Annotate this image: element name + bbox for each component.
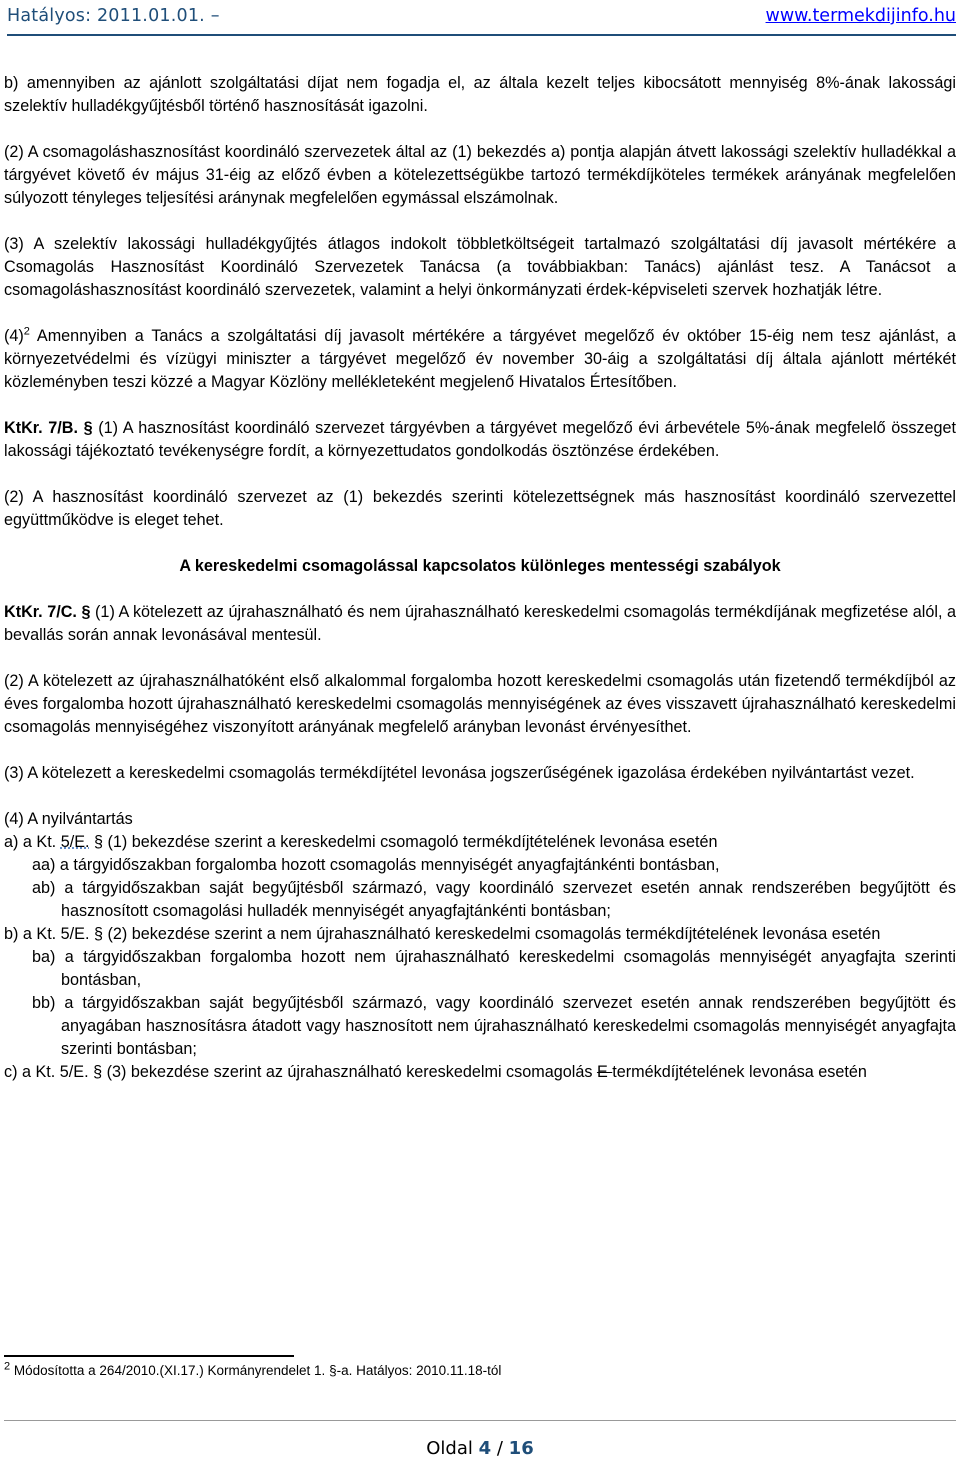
paragraph-4-text: Amennyiben a Tanács a szolgáltatási díj javasolt mértékére a tárgyévet megelőző év október 15-éig nem tesz ajánlást, a környezetvédelmi és vízügyi miniszter a tárgyévet megelőző év november 30-áig a szolgáltatási díj általa ajánlott mértékét közleményben teszi közzé a Magyar Közlöny mellékleteként megjelenő Hivatalos Értesítőben. xyxy=(4,327,956,391)
section-7c-1 xyxy=(4,601,956,647)
list-item-c-post: termékdíjtételének levonása esetén xyxy=(612,1063,867,1081)
section-7c-2: (2) A kötelezett az újrahasználhatóként első alkalommal forgalomba hozott kereskedelmi csomagolás után fizetendő termékdíjból az éves forgalomba hozott újrahasználható kereskedelmi csomagolás mennyiségének az éves visszavett újrahasználható kereskedelmi csomagolás mennyiségéhez viszonyított arányának megfelelő arányban levonást érvényesíthet. xyxy=(4,672,956,736)
list-item-a-pre: a) a Kt. xyxy=(4,833,61,851)
page-label: Oldal xyxy=(426,1438,479,1459)
section-7b-1 xyxy=(4,417,956,463)
current-page: 4 xyxy=(478,1438,492,1459)
footnote-number: 2 xyxy=(4,1360,11,1373)
paragraph-4-number: (4) xyxy=(4,327,24,345)
effective-date: Hatályos: 2011.01.01. – xyxy=(7,6,220,26)
section-7c-1-text: (1) A kötelezett az újrahasználható és nem újrahasználható kereskedelmi csomagolás termékdíjának megfizetése alól, a bevallás során annak levonásával mentesül. xyxy=(4,603,957,644)
page-header xyxy=(0,0,960,36)
list-item-c-pre: c) a Kt. 5/E. § (3) bekezdése szerint az újrahasználható kereskedelmi csomagolás xyxy=(4,1063,597,1081)
list-item-a xyxy=(4,831,956,854)
list-item-a-ref: 5/E. xyxy=(60,833,90,851)
page-separator: / xyxy=(491,1438,509,1459)
list-item-b: b) a Kt. 5/E. § (2) bekezdése szerint a nem újrahasználható kereskedelmi csomagolás termékdíjtételének levonása esetén xyxy=(4,925,881,943)
section-7b-1-text: (1) A hasznosítást koordináló szervezet tárgyévben a tárgyévet megelőző évi árbevétele 5%-ának megfelelő összeget lakossági tájékoztató tevékenységre fordít, a környezettudatos gondolkodás ösztönzése érdekében. xyxy=(4,419,957,460)
section-sign: § xyxy=(76,603,96,621)
footnote-text: Módosította a 264/2010.(XI.17.) Kormányrendelet 1. §-a. Hatályos: 2010.11.18-tól xyxy=(10,1363,502,1378)
list-item-a-post: § (1) bekezdése szerint a kereskedelmi csomagoló termékdíjtételének levonása esetén xyxy=(89,833,718,851)
section-7c-4: (4) A nyilvántartás xyxy=(4,810,133,828)
list-item-aa: aa) a tárgyidőszakban forgalomba hozott csomagolás mennyiségét anyagfajtánkénti bontásban, xyxy=(32,856,720,874)
list-item-ab: ab) a tárgyidőszakban saját begyűjtésből származó, vagy koordináló szervezet esetén annak rendszerében begyűjtött és hasznosított csomagolási hulladék mennyiségét anyagfajtánkénti bontásban; xyxy=(32,879,956,920)
paragraph-4 xyxy=(4,325,956,394)
section-7c-title: KtKr. 7/C. xyxy=(4,603,77,621)
footnote-ref[interactable]: 2 xyxy=(23,325,30,338)
section-7b-2: (2) A hasznosítást koordináló szervezet az (1) bekezdés szerinti kötelezettségnek más hasznosítást koordináló szervezettel együttműködve is eleget tehet. xyxy=(4,488,956,529)
paragraph-b: b) amennyiben az ajánlott szolgáltatási díjat nem fogadja el, az általa kezelt teljes kibocsátott mennyiség 8%-ának lakossági szelektív hulladékgyűjtésből történő hasznosítását igazolni. xyxy=(4,74,956,115)
list-item-ba: ba) a tárgyidőszakban forgalomba hozott nem újrahasználható kereskedelmi csomagolás mennyiségét anyagfajta szerinti bontásban, xyxy=(32,948,956,989)
section-sign: § xyxy=(78,419,99,437)
total-pages: 16 xyxy=(508,1438,534,1459)
document-body xyxy=(4,72,956,1084)
page-footer xyxy=(0,1438,960,1459)
footnote xyxy=(4,1362,501,1380)
section-7c-3: (3) A kötelezett a kereskedelmi csomagolás termékdíjtétel levonása jogszerűségének igazolása érdekében nyilvántartást vezet. xyxy=(4,764,915,782)
list-item-bb: bb) a tárgyidőszakban saját begyűjtésből származó, vagy koordináló szervezet esetén annak rendszerében begyűjtött és anyagában hasznosításra átadott vagy hasznosított nem újrahasználható kereskedelmi csomagolás mennyiségét anyagfajta szerinti bontásban; xyxy=(32,994,956,1058)
list-item-c-deleted: E xyxy=(596,1063,613,1081)
paragraph-2: (2) A csomagoláshasznosítást koordináló szervezetek által az (1) bekezdés a) pontja alapján átvett lakossági szelektív hulladékkal a tárgyévet követő év május 31-éig az előző évben a kötelezettségükbe tartozó termékdíjköteles termékek arányának megfelelően súlyozott tényleges teljesítési aránynak megfelelően egymással elszámolnak. xyxy=(4,143,956,207)
section-7b-title: KtKr. 7/B. xyxy=(4,419,78,437)
header-rule xyxy=(7,34,956,36)
paragraph-3: (3) A szelektív lakossági hulladékgyűjtés átlagos indokolt többletköltségeit tartalmazó szolgáltatási díj javasolt mértékére a Csomagolás Hasznosítást Koordináló Szervezetek Tanácsa (a továbbiakban: Tanács) ajánlást tesz. A Tanácsot a csomagoláshasznosítást koordináló szervezetek, valamint a helyi önkormányzati érdek-képviseleti szervek hozhatják létre. xyxy=(4,235,956,299)
footer-rule xyxy=(4,1420,956,1421)
footnote-separator xyxy=(4,1355,294,1357)
list-item-c xyxy=(4,1061,956,1084)
website-link[interactable]: www.termekdijinfo.hu xyxy=(765,6,956,26)
section-heading: A kereskedelmi csomagolással kapcsolatos különleges mentességi szabályok xyxy=(179,557,781,575)
